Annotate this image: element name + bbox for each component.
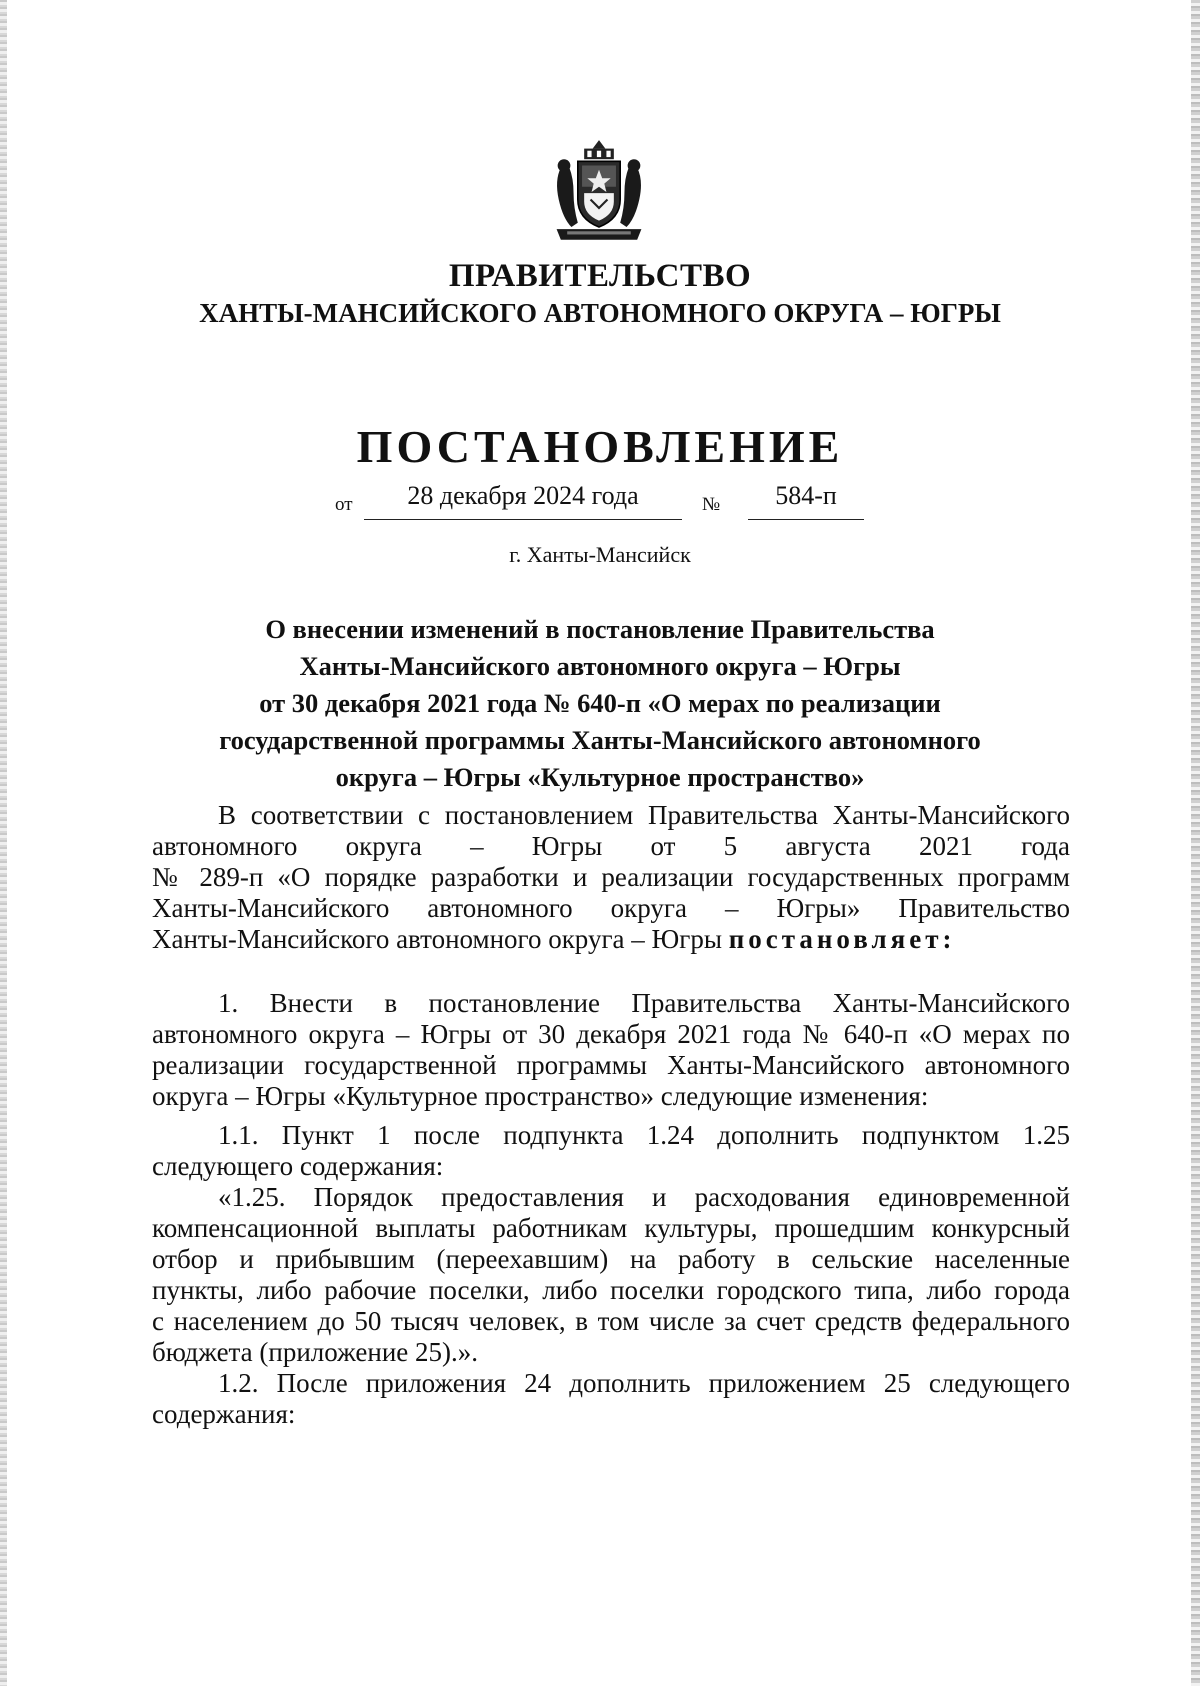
decree-number: 584-п xyxy=(775,481,837,510)
date-prefix: от xyxy=(335,494,353,515)
number-underline xyxy=(748,519,864,520)
text-line: содержания: xyxy=(152,1399,296,1429)
quoted-subitem-1-25 xyxy=(152,1182,1070,1368)
text-line: пункты, либо рабочие поселки, либо поселки городского типа, либо города xyxy=(152,1275,1070,1305)
text-line: Ханты-Мансийского автономного округа – Югры» Правительство xyxy=(152,893,1070,923)
title-line: О внесении изменений в постановление Правительства xyxy=(265,614,935,644)
item-1-paragraph xyxy=(152,988,1070,1112)
date-underline xyxy=(364,519,682,520)
text-line: компенсационной выплаты работникам культуры, прошедшим конкурсный xyxy=(152,1213,1070,1243)
text-line: автономного округа – Югры от 30 декабря 2021 года № 640-п «О мерах по xyxy=(152,1019,1070,1049)
item-1-2-paragraph xyxy=(152,1368,1070,1430)
title-line: от 30 декабря 2021 года № 640-п «О мерах по реализации xyxy=(259,688,941,718)
text-line: реализации государственной программы Ханты-Мансийского автономного xyxy=(152,1050,1070,1080)
text-line: 1.1. Пункт 1 после подпункта 1.24 дополнить подпунктом 1.25 xyxy=(218,1120,1070,1150)
decree-city: г. Ханты-Мансийск xyxy=(509,542,691,567)
text-line xyxy=(152,924,1070,955)
title-line: Ханты-Мансийского автономного округа – Югры xyxy=(299,651,901,681)
coat-of-arms-icon xyxy=(546,138,652,244)
text-line: «1.25. Порядок предоставления и расходования единовременной xyxy=(218,1182,1070,1212)
scan-edge-right xyxy=(1191,0,1200,1686)
text-line: с населением до 50 тысяч человек, в том числе за счет средств федерального xyxy=(152,1306,1070,1336)
preamble-paragraph xyxy=(152,800,1070,955)
scan-edge-left xyxy=(0,0,7,1686)
government-heading: ПРАВИТЕЛЬСТВО xyxy=(448,258,752,294)
text-line: 1.2. После приложения 24 дополнить приложением 25 следующего xyxy=(218,1368,1070,1398)
text-line: отбор и прибывшим (переехавшим) на работу в сельские населенные xyxy=(152,1244,1070,1274)
text-line: 1. Внести в постановление Правительства Ханты-Мансийского xyxy=(218,988,1070,1018)
text-line: автономного округа – Югры от 5 августа 2021 года xyxy=(152,831,1070,861)
text-line: округа – Югры «Культурное пространство» следующие изменения: xyxy=(152,1081,929,1111)
text-line: № 289-п «О порядке разработки и реализации государственных программ xyxy=(152,862,1070,892)
resolves-word: постановляет: xyxy=(728,924,956,954)
text-line-part: Ханты-Мансийского автономного округа – Югры xyxy=(152,924,722,954)
decree-title xyxy=(130,611,1070,796)
decree-date: 28 декабря 2024 года xyxy=(407,481,639,510)
text-line: бюджета (приложение 25).». xyxy=(152,1337,479,1367)
text-line: В соответствии с постановлением Правительства Ханты-Мансийского xyxy=(218,800,1070,830)
item-1-1-paragraph xyxy=(152,1120,1070,1182)
text-line: следующего содержания: xyxy=(152,1151,444,1181)
title-line: государственной программы Ханты-Мансийского автономного xyxy=(219,725,981,755)
region-heading: ХАНТЫ-МАНСИЙСКОГО АВТОНОМНОГО ОКРУГА – ЮГРЫ xyxy=(199,298,1001,328)
number-prefix: № xyxy=(702,494,721,515)
title-line: округа – Югры «Культурное пространство» xyxy=(335,762,865,792)
decree-type: ПОСТАНОВЛЕНИЕ xyxy=(356,421,844,472)
